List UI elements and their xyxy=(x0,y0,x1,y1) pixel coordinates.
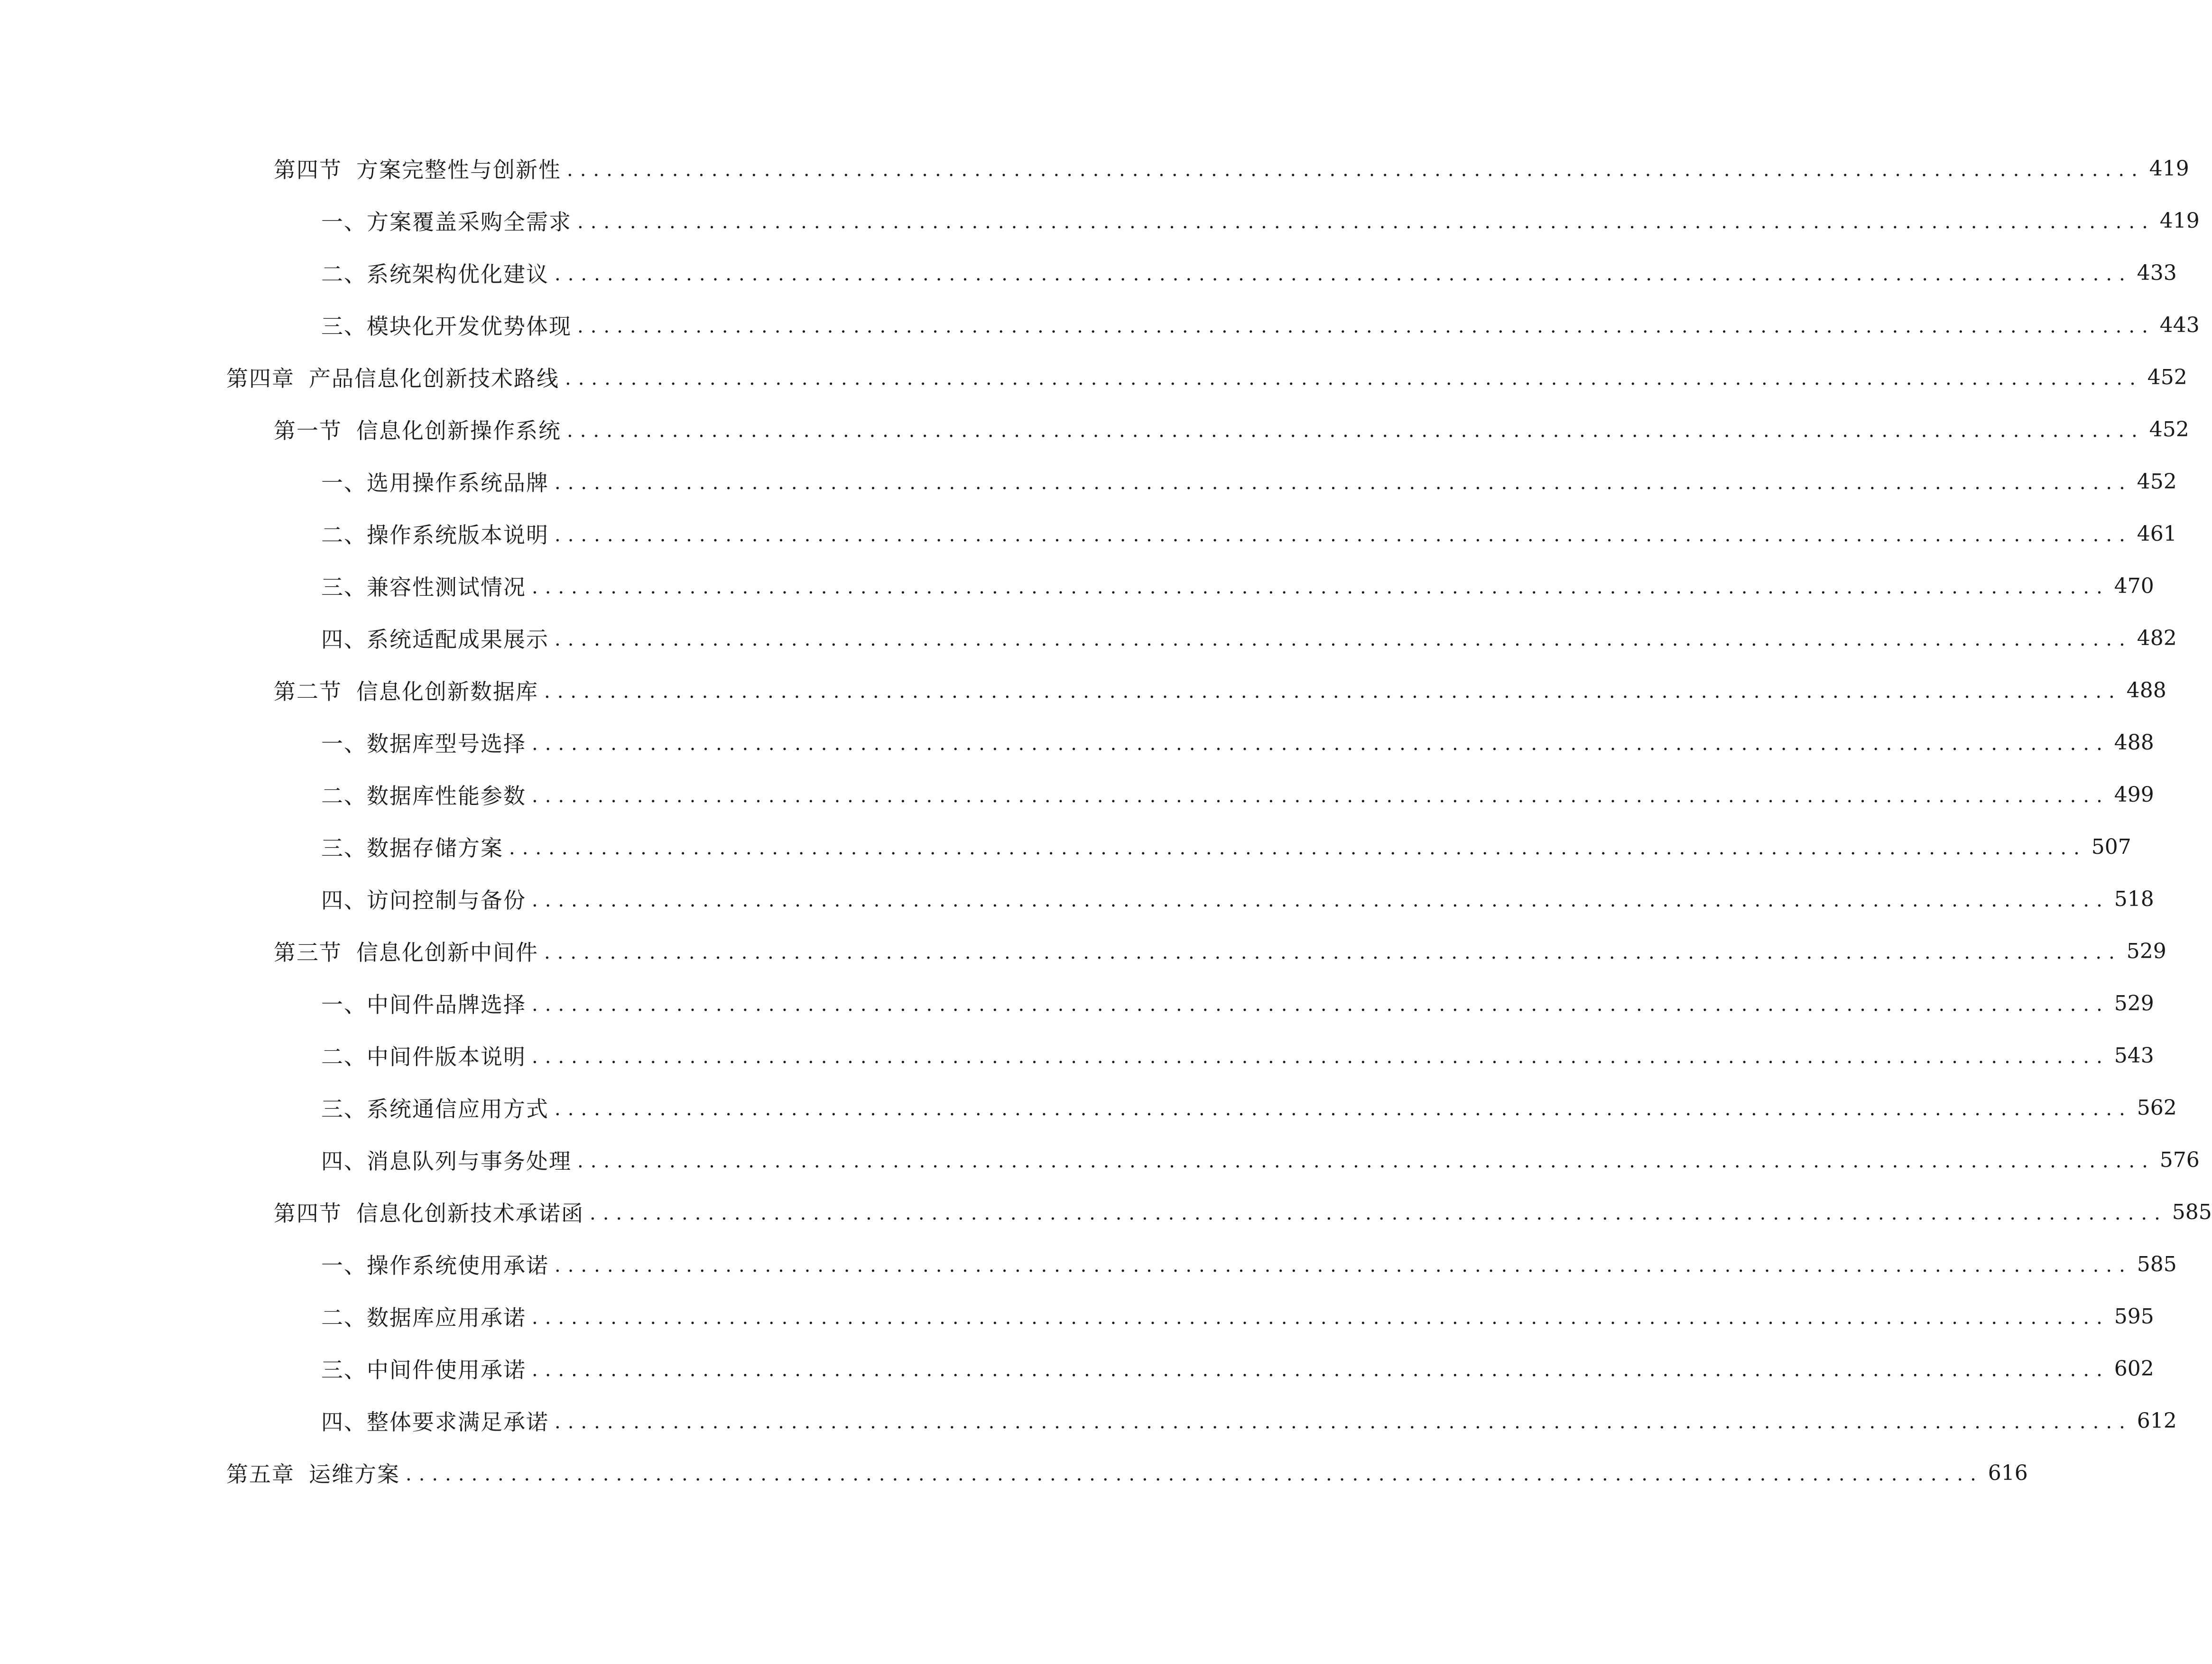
dot-leader: ........................................................................................................................ xyxy=(532,889,2110,911)
toc-entry-subsection[interactable] xyxy=(0,560,2154,612)
toc-entry-marker: 三、 xyxy=(321,1357,367,1383)
dot-leader: ........................................................................................................................ xyxy=(509,837,2087,859)
toc-entry-title: 信息化创新操作系统 xyxy=(356,418,561,444)
toc-entry-page: 595 xyxy=(2114,1304,2154,1329)
dot-leader: ........................................................................................................................ xyxy=(555,263,2132,285)
dot-leader: ........................................................................................................................ xyxy=(567,159,2145,181)
dot-leader: ........................................................................................................................ xyxy=(532,1307,2110,1329)
toc-entry-subsection[interactable] xyxy=(0,716,2154,768)
toc-entry-subsection[interactable] xyxy=(0,455,2177,508)
toc-entry-chapter[interactable] xyxy=(0,351,2187,403)
toc-entry-title: 中间件使用承诺 xyxy=(367,1357,526,1383)
toc-entry-title: 访问控制与备份 xyxy=(367,887,526,913)
toc-entry-page: 482 xyxy=(2137,626,2177,650)
toc-entry-title: 数据库性能参数 xyxy=(367,783,526,809)
dot-leader: ........................................................................................................................ xyxy=(406,1463,1983,1485)
toc-entry-page: 612 xyxy=(2137,1408,2177,1433)
toc-entry-page: 470 xyxy=(2114,573,2154,598)
toc-entry-subsection[interactable] xyxy=(0,821,2131,873)
toc-entry-subsection[interactable] xyxy=(0,612,2177,664)
toc-entry-title: 方案覆盖采购全需求 xyxy=(367,209,572,235)
toc-entry-page: 585 xyxy=(2137,1252,2177,1276)
toc-entry-subsection[interactable] xyxy=(0,1238,2177,1290)
toc-entry-marker: 第四节 xyxy=(274,1201,342,1226)
toc-entry-marker: 四、 xyxy=(321,1409,367,1435)
toc-entry-title: 中间件品牌选择 xyxy=(367,992,526,1017)
toc-entry-section[interactable] xyxy=(0,403,2189,455)
toc-entry-marker: 第一节 xyxy=(274,418,342,444)
toc-entry-page: 543 xyxy=(2114,1043,2154,1068)
toc-entry-page: 452 xyxy=(2147,365,2187,389)
toc-entry-page: 452 xyxy=(2149,417,2189,442)
toc-entry-title: 操作系统使用承诺 xyxy=(367,1253,549,1278)
dot-leader: ........................................................................................................................ xyxy=(555,1098,2132,1120)
toc-entry-title: 数据库型号选择 xyxy=(367,731,526,757)
toc-entry-marker: 二、 xyxy=(321,1044,367,1070)
toc-entry-title: 消息队列与事务处理 xyxy=(367,1148,572,1174)
toc-entry-marker: 四、 xyxy=(321,887,367,913)
toc-entry-subsection[interactable] xyxy=(0,194,2200,247)
toc-entry-title: 兼容性测试情况 xyxy=(367,574,526,600)
toc-entry-marker: 三、 xyxy=(321,1096,367,1122)
toc-entry-page: 518 xyxy=(2114,887,2154,911)
dot-leader: ........................................................................................................................ xyxy=(577,315,2155,337)
toc-entry-subsection[interactable] xyxy=(0,768,2154,821)
toc-entry-page: 443 xyxy=(2159,313,2200,337)
toc-entry-marker: 第四节 xyxy=(274,157,342,183)
toc-entry-marker: 第三节 xyxy=(274,940,342,965)
dot-leader: ........................................................................................................................ xyxy=(532,1359,2110,1381)
toc-entry-marker: 二、 xyxy=(321,522,367,548)
toc-entry-marker: 二、 xyxy=(321,261,367,287)
toc-entry-section[interactable] xyxy=(0,925,2166,977)
toc-entry-title: 操作系统版本说明 xyxy=(367,522,549,548)
toc-entry-page: 585 xyxy=(2172,1200,2212,1224)
toc-entry-title: 系统适配成果展示 xyxy=(367,627,549,652)
toc-entry-title: 系统架构优化建议 xyxy=(367,261,549,287)
toc-entry-title: 中间件版本说明 xyxy=(367,1044,526,1070)
toc-entry-marker: 第五章 xyxy=(226,1461,295,1487)
toc-entry-subsection[interactable] xyxy=(0,977,2154,1029)
dot-leader: ........................................................................................................................ xyxy=(555,629,2132,650)
toc-entry-page: 488 xyxy=(2126,678,2166,703)
toc-entry-page: 452 xyxy=(2137,469,2177,494)
dot-leader: ........................................................................................................................ xyxy=(567,420,2145,442)
toc-entry-section[interactable] xyxy=(0,142,2189,194)
toc-entry-subsection[interactable] xyxy=(0,1290,2154,1342)
toc-entry-subsection[interactable] xyxy=(0,873,2154,925)
toc-entry-page: 499 xyxy=(2114,782,2154,807)
toc-entry-marker: 一、 xyxy=(321,1253,367,1278)
toc-entry-marker: 四、 xyxy=(321,1148,367,1174)
toc-entry-title: 数据存储方案 xyxy=(367,835,503,861)
toc-entry-title: 系统通信应用方式 xyxy=(367,1096,549,1122)
toc-entry-marker: 一、 xyxy=(321,470,367,496)
toc-entry-marker: 四、 xyxy=(321,627,367,652)
dot-leader: ........................................................................................................................ xyxy=(555,472,2132,494)
dot-leader: ........................................................................................................................ xyxy=(555,524,2132,546)
toc-entry-page: 529 xyxy=(2114,991,2154,1016)
toc-entry-page: 576 xyxy=(2159,1147,2200,1172)
toc-entry-title: 整体要求满足承诺 xyxy=(367,1409,549,1435)
toc-entry-title: 选用操作系统品牌 xyxy=(367,470,549,496)
toc-entry-marker: 三、 xyxy=(321,835,367,861)
toc-entry-page: 419 xyxy=(2159,208,2200,233)
table-of-contents xyxy=(0,142,2212,1499)
toc-entry-page: 529 xyxy=(2126,939,2166,963)
dot-leader: ........................................................................................................................ xyxy=(532,785,2110,807)
toc-entry-section[interactable] xyxy=(0,664,2166,716)
dot-leader: ........................................................................................................................ xyxy=(544,681,2122,703)
dot-leader: ........................................................................................................................ xyxy=(565,368,2143,389)
toc-entry-title: 方案完整性与创新性 xyxy=(356,157,561,183)
toc-entry-page: 433 xyxy=(2137,260,2177,285)
toc-entry-title: 模块化开发优势体现 xyxy=(367,314,572,339)
toc-entry-subsection[interactable] xyxy=(0,1395,2177,1447)
toc-entry-subsection[interactable] xyxy=(0,299,2200,351)
toc-entry-page: 488 xyxy=(2114,730,2154,755)
toc-entry-subsection[interactable] xyxy=(0,1029,2154,1082)
toc-entry-section[interactable] xyxy=(0,1186,2212,1238)
dot-leader: ........................................................................................................................ xyxy=(590,1202,2167,1224)
dot-leader: ........................................................................................................................ xyxy=(577,211,2155,233)
toc-entry-marker: 二、 xyxy=(321,783,367,809)
toc-entry-marker: 一、 xyxy=(321,992,367,1017)
toc-entry-marker: 第二节 xyxy=(274,679,342,704)
toc-entry-page: 562 xyxy=(2137,1095,2177,1120)
toc-entry-page: 419 xyxy=(2149,156,2189,181)
toc-entry-marker: 一、 xyxy=(321,209,367,235)
dot-leader: ........................................................................................................................ xyxy=(532,1046,2110,1068)
dot-leader: ........................................................................................................................ xyxy=(544,942,2122,963)
dot-leader: ........................................................................................................................ xyxy=(555,1411,2132,1433)
toc-entry-title: 信息化创新中间件 xyxy=(356,940,538,965)
toc-entry-title: 产品信息化创新技术路线 xyxy=(309,366,559,391)
dot-leader: ........................................................................................................................ xyxy=(532,576,2110,598)
toc-entry-title: 运维方案 xyxy=(309,1461,400,1487)
dot-leader: ........................................................................................................................ xyxy=(532,733,2110,755)
toc-entry-subsection[interactable] xyxy=(0,508,2177,560)
toc-entry-marker: 第四章 xyxy=(226,366,295,391)
toc-entry-page: 461 xyxy=(2137,521,2177,546)
toc-entry-title: 信息化创新技术承诺函 xyxy=(356,1201,584,1226)
dot-leader: ........................................................................................................................ xyxy=(577,1150,2155,1172)
toc-entry-marker: 三、 xyxy=(321,574,367,600)
toc-entry-subsection[interactable] xyxy=(0,1082,2177,1134)
toc-entry-page: 602 xyxy=(2114,1356,2154,1381)
toc-entry-title: 数据库应用承诺 xyxy=(367,1305,526,1331)
toc-entry-subsection[interactable] xyxy=(0,247,2177,299)
toc-entry-subsection[interactable] xyxy=(0,1342,2154,1395)
toc-entry-subsection[interactable] xyxy=(0,1134,2200,1186)
toc-entry-page: 616 xyxy=(1988,1461,2028,1485)
toc-entry-chapter[interactable] xyxy=(0,1447,2028,1499)
toc-entry-marker: 一、 xyxy=(321,731,367,757)
toc-entry-marker: 三、 xyxy=(321,314,367,339)
dot-leader: ........................................................................................................................ xyxy=(555,1255,2132,1276)
dot-leader: ........................................................................................................................ xyxy=(532,994,2110,1016)
toc-entry-marker: 二、 xyxy=(321,1305,367,1331)
toc-entry-page: 507 xyxy=(2091,834,2131,859)
toc-entry-title: 信息化创新数据库 xyxy=(356,679,538,704)
